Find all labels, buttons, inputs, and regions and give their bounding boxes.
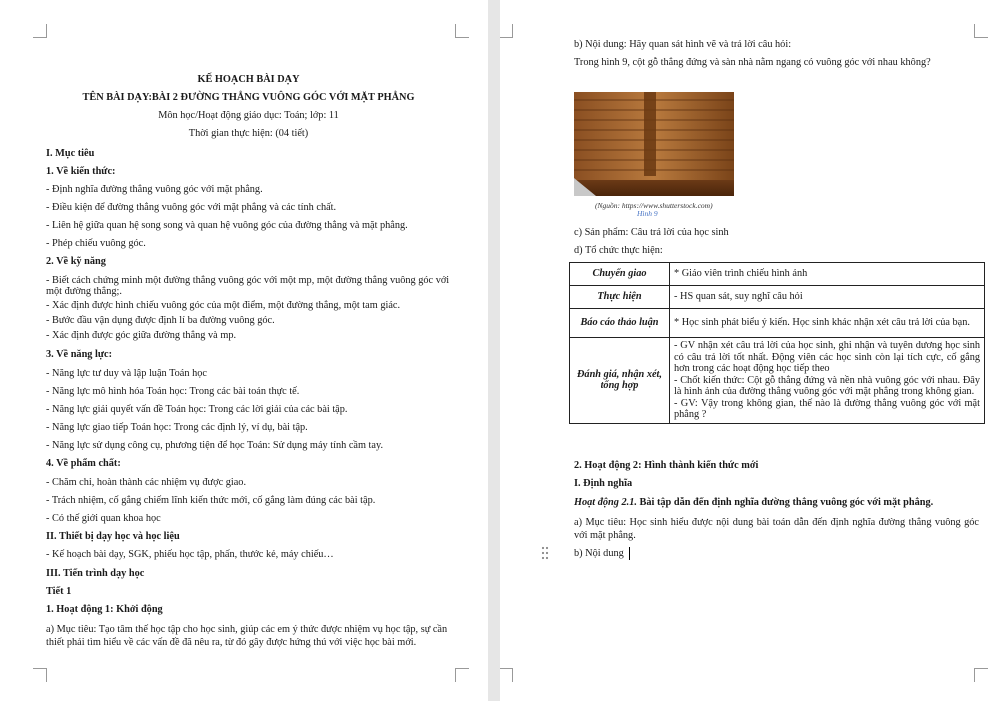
text-line: - Kế hoạch bài dạy, SGK, phiếu học tập, phấn, thước kẻ, máy chiếu… [46, 549, 334, 560]
crop-mark-bottom-right [455, 668, 469, 682]
table-cell-paragraph: - GV nhận xét câu trả lời của học sinh, ghi nhận và tuyên dương học sinh có câu trả lời tốt nhất. Động viên các học sinh còn lại tích cực, cố gắng hơn trong các hoạt động học tiếp theo [674, 340, 980, 374]
subsection-knowledge: 1. Về kiến thức: [46, 166, 116, 177]
text-line: Trong hình 9, cột gỗ thẳng đứng và sàn nhà nằm ngang có vuông góc với nhau không? [574, 57, 931, 68]
text-line: - Năng lực sử dụng công cụ, phương tiện để học Toán: Sử dụng máy tính cầm tay. [46, 440, 384, 451]
text-line: - Điều kiện để đường thẳng vuông góc với mặt phẳng và các tính chất. [46, 202, 337, 213]
text-line: - Phép chiếu vuông góc. [46, 238, 146, 249]
section-definition: I. Định nghĩa [574, 478, 633, 489]
table-row [570, 263, 985, 286]
document-page-left[interactable] [0, 0, 488, 701]
crop-mark-top-right [974, 24, 988, 38]
text-paragraph: - Biết cách chứng minh một đường thẳng vuông góc với một mp, một đường thẳng vuông góc với một đường thẳng;. [46, 275, 450, 297]
subsection-qualities: 4. Về phẩm chất: [46, 458, 121, 469]
text-line: - Chăm chỉ, hoàn thành các nhiệm vụ được giao. [46, 477, 247, 488]
table-cell: * Giáo viên trình chiếu hình ảnh [670, 263, 985, 286]
text-line: - Năng lực mô hình hóa Toán học: Trong các bài toán thực tế. [46, 386, 300, 397]
text-line: b) Nội dung: Hãy quan sát hình vẽ và trả lời câu hỏi: [574, 39, 792, 50]
text-paragraph: a) Mục tiêu: Học sinh hiểu được nội dung bài toán dẫn đến định nghĩa đường thẳng vuông góc với mặt phẳng. [574, 517, 979, 541]
table-cell: - HS quan sát, suy nghĩ câu hỏi [670, 286, 985, 309]
table-header-cell: Báo cáo thảo luận [570, 309, 670, 338]
table-cell: * Học sinh phát biểu ý kiến. Học sinh khác nhận xét câu trả lời của bạn. [670, 309, 985, 338]
subject-line: Môn học/Hoạt động giáo dục: Toán; lớp: 11 [158, 110, 339, 121]
text-line: - Trách nhiệm, cố gắng chiếm lĩnh kiến thức mới, cố gắng làm đúng các bài tập. [46, 495, 376, 506]
text-line: - Xác định được hình chiếu vuông góc của một điểm, một đường thẳng, một tam giác. [46, 300, 401, 311]
lesson-plan-heading: KẾ HOẠCH BÀI DẠY [197, 74, 300, 85]
activity-number: Hoạt động 2.1. [574, 497, 637, 508]
text-cursor [629, 547, 630, 560]
duration-line: Thời gian thực hiện: (04 tiết) [188, 128, 309, 139]
image-source: (Nguồn: https://www.shutterstock.com) [595, 201, 713, 210]
section-equipment: II. Thiết bị dạy học và học liệu [46, 531, 180, 542]
drag-handle-icon[interactable] [541, 546, 549, 560]
activity-1-heading: 1. Hoạt động 1: Khởi động [46, 604, 163, 615]
table-cell [670, 338, 985, 424]
table-cell-paragraph: - GV: Vậy trong không gian, thế nào là đường thẳng vuông góc với mặt phẳng ? [674, 397, 980, 420]
subsection-skills: 2. Về kỹ năng [46, 256, 106, 267]
activity-2-heading: 2. Hoạt động 2: Hình thành kiến thức mới [574, 460, 759, 471]
section-process: III. Tiến trình dạy học [46, 568, 145, 579]
text-line: - Định nghĩa đường thẳng vuông góc với mặt phẳng. [46, 184, 263, 195]
text-line: d) Tổ chức thực hiện: [574, 245, 663, 256]
text-paragraph: a) Mục tiêu: Tạo tâm thế học tập cho học sinh, giúp các em ý thức được nhiệm vụ học tập, sự cần thiết phải tìm hiểu về các vấn đề đã nêu ra, từ đó gây được hứng thú với việc học bài mới. [46, 624, 448, 648]
text-line: - Năng lực giải quyết vấn đề Toán học: Trong các lời giải của các bài tập. [46, 404, 348, 415]
lesson-title: TÊN BÀI DẠY:BÀI 2 ĐƯỜNG THẲNG VUÔNG GÓC VỚI MẶT PHẲNG [82, 92, 415, 103]
table-header-cell: Chuyển giao [570, 263, 670, 286]
table-row [570, 286, 985, 309]
text-line: - Bước đầu vận dụng được định lí ba đường vuông góc. [46, 315, 275, 326]
table-cell-paragraph: - Chốt kiến thức: Cột gỗ thẳng đứng và nền nhà vuông góc với nhau. Đây là hình ảnh của đường thẳng vuông góc với mặt phẳng trong không gian. [674, 374, 980, 397]
activity-organization-table [569, 262, 985, 424]
text-line: - Liên hệ giữa quan hệ song song và quan hệ vuông góc của đường thẳng và mặt phẳng. [46, 220, 408, 231]
text-line: - Có thế giới quan khoa học [46, 513, 161, 524]
text-line-editing[interactable]: b) Nội dung [574, 548, 624, 559]
crop-mark-bottom-right [974, 668, 988, 682]
table-row [570, 309, 985, 338]
wooden-room-image[interactable] [574, 92, 734, 196]
table-header-cell: Đánh giá, nhận xét, tổng hợp [570, 338, 670, 424]
table-row [570, 338, 985, 424]
text-line: - Xác định được góc giữa đường thẳng và mp. [46, 330, 237, 341]
wooden-room-illustration [574, 92, 734, 196]
text-line: - Năng lực giao tiếp Toán học: Trong các định lý, ví dụ, bài tập. [46, 422, 308, 433]
activity-2-1-heading [574, 497, 933, 509]
text-line: - Năng lực tư duy và lập luận Toán học [46, 368, 207, 379]
subsection-competence: 3. Về năng lực: [46, 349, 113, 360]
image-caption: Hình 9 [637, 209, 658, 218]
table-header-cell: Thực hiện [570, 286, 670, 309]
section-objectives: I. Mục tiêu [46, 148, 95, 159]
crop-mark-bottom-left [33, 668, 47, 682]
crop-mark-top-left [500, 24, 513, 38]
crop-mark-top-left [33, 24, 47, 38]
crop-mark-top-right [455, 24, 469, 38]
document-page-right[interactable] [500, 0, 1007, 701]
period-label: Tiết 1 [46, 586, 72, 597]
text-line: c) Sản phẩm: Câu trả lời của học sinh [574, 227, 729, 238]
activity-title: Bài tập dẫn đến định nghĩa đường thẳng vuông góc với mặt phẳng. [636, 497, 934, 508]
crop-mark-bottom-left [500, 668, 513, 682]
